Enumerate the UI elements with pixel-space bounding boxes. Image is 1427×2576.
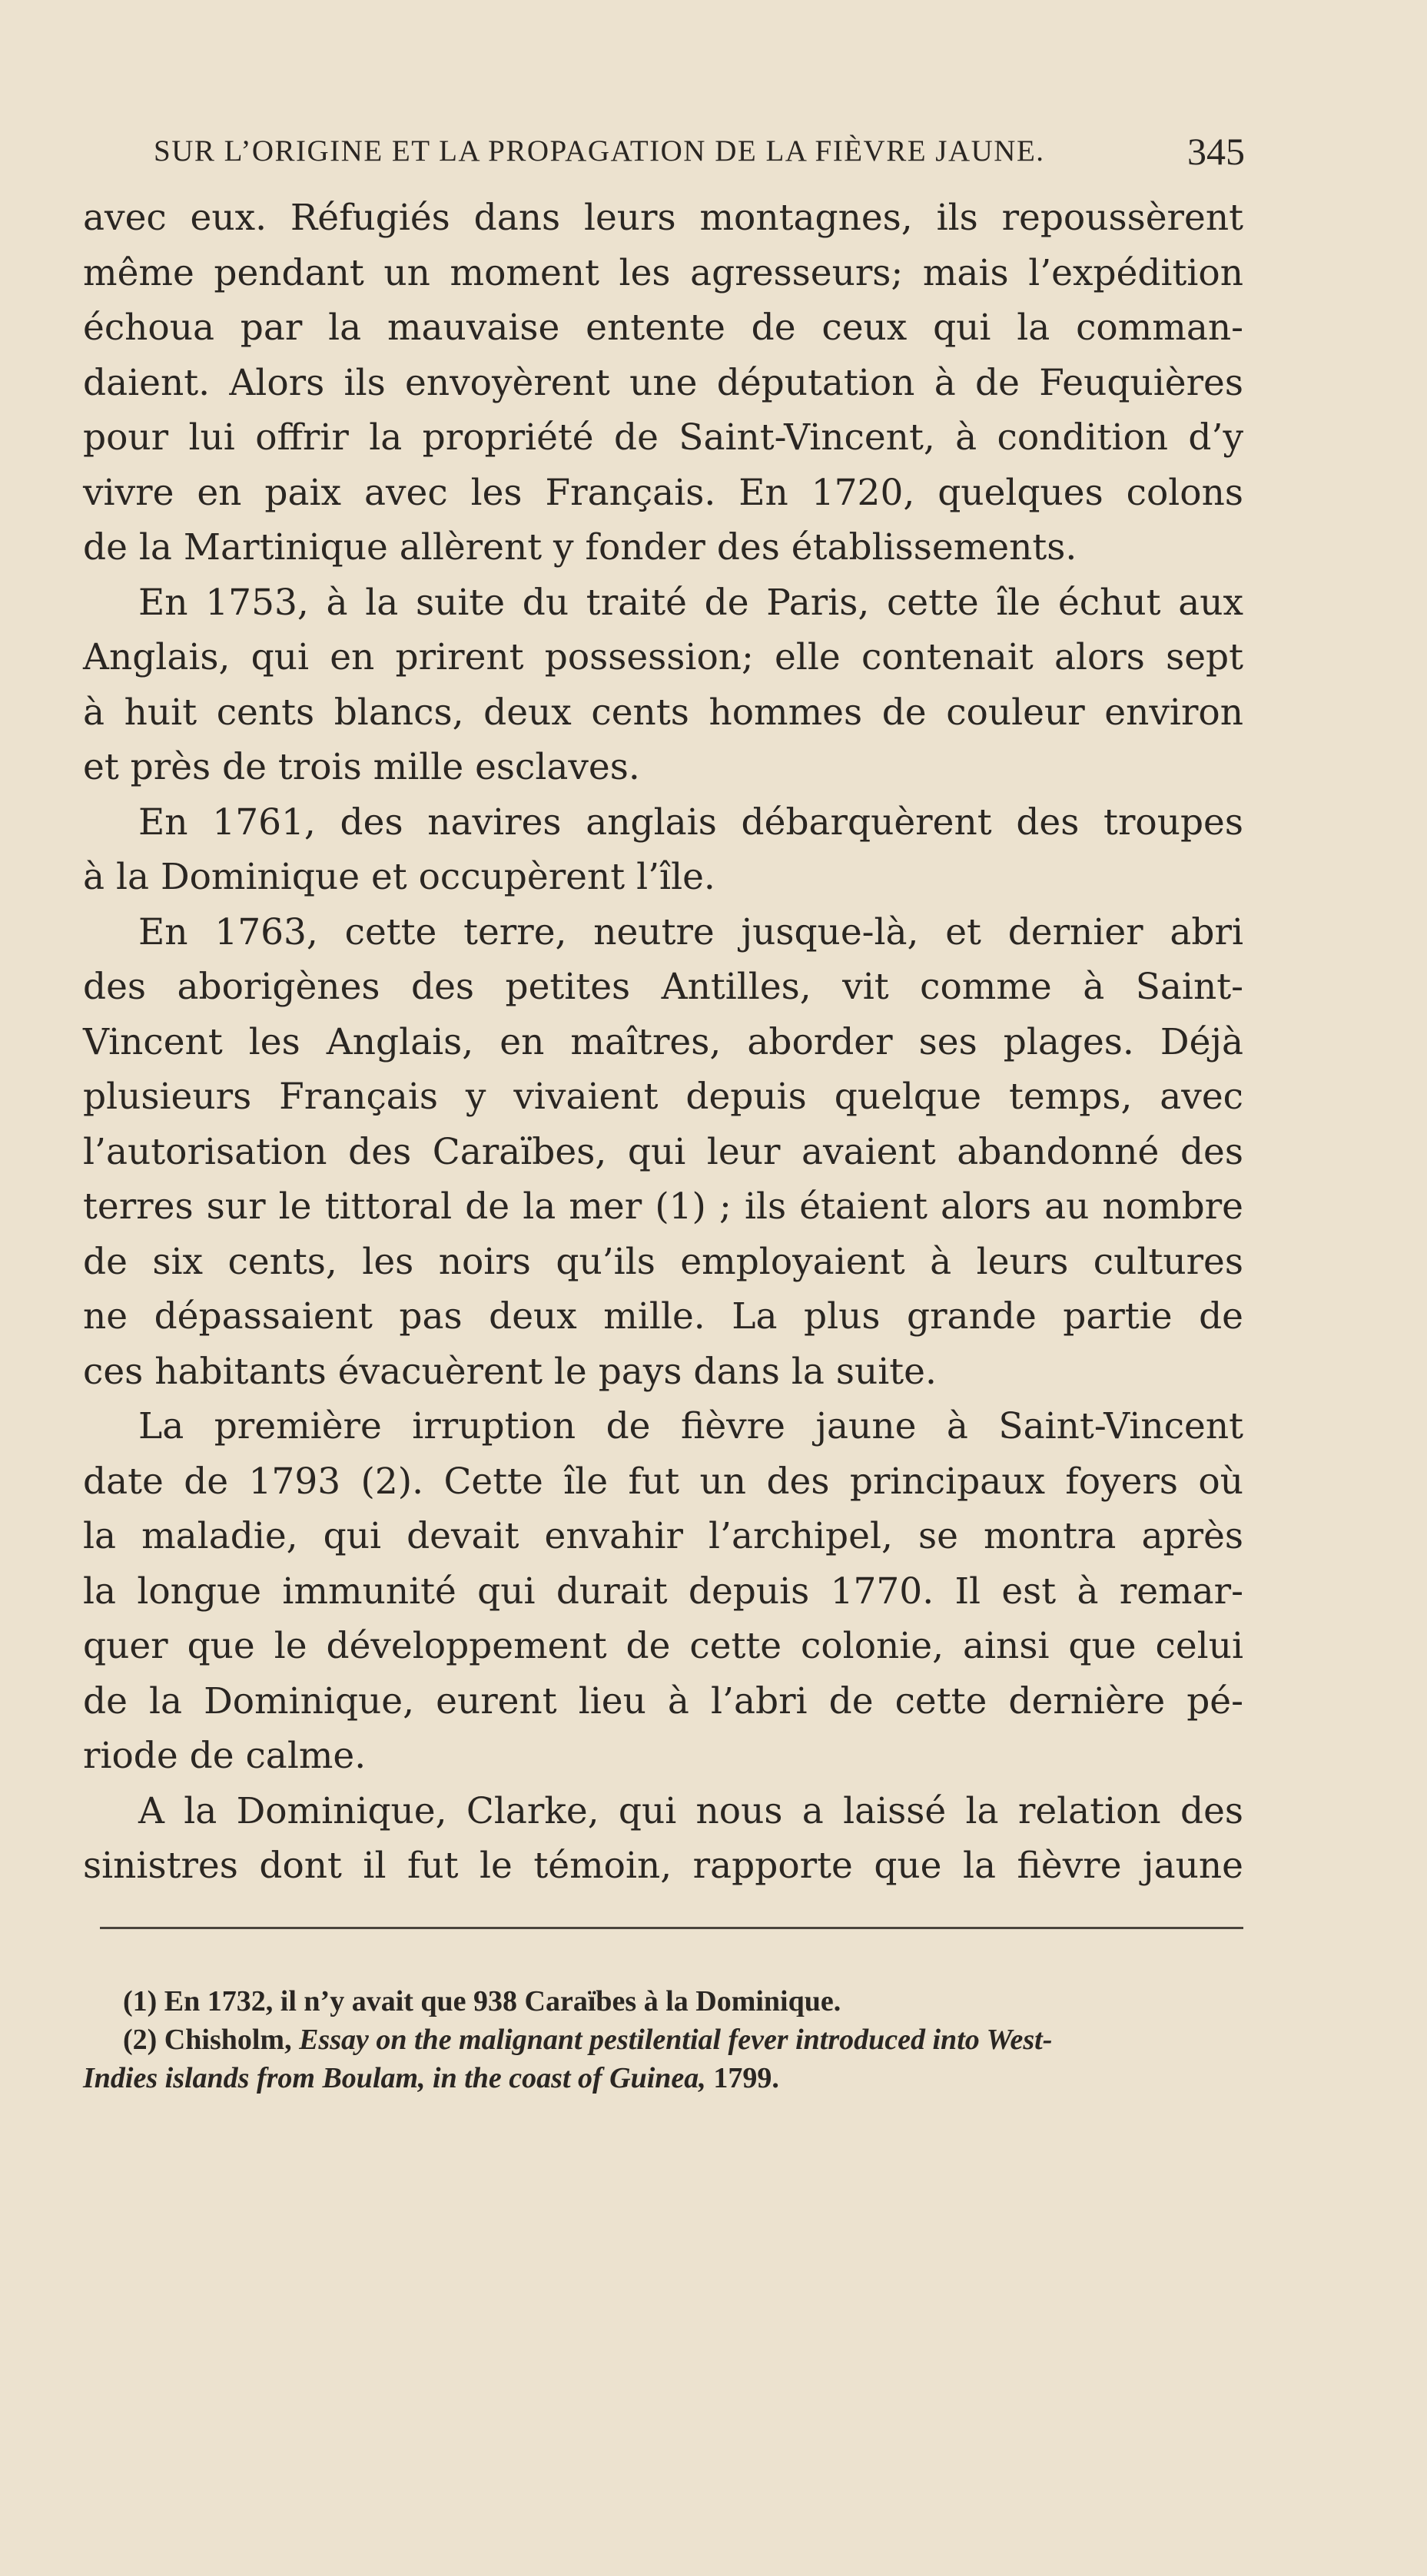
page-number: 345	[1187, 130, 1245, 173]
footnote-2-author: (2) Chisholm,	[123, 2024, 300, 2056]
running-head	[154, 129, 1245, 175]
footnote-2-title: Essay on the malignant pestilential fever introduced into West-	[299, 2024, 1053, 2056]
body-line: et près de trois mille esclaves.	[83, 746, 640, 788]
body-line: à la Dominique et occupèrent l’île.	[83, 856, 715, 898]
body-line: daient. Alors ils envoyèrent une députation à de Feuquières	[83, 361, 1243, 404]
body-line: vivre en paix avec les Français. En 1720, quelques colons	[83, 471, 1243, 514]
footnote-2-continued	[83, 2059, 1243, 2097]
running-title: SUR L’ORIGINE ET LA PROPAGATION DE LA FIÈVRE JAUNE.	[154, 134, 1045, 167]
body-line: échoua par la mauvaise entente de ceux qui la comman-	[83, 307, 1243, 349]
body-line: même pendant un moment les agresseurs; mais l’expédition	[83, 251, 1243, 294]
body-line: En 1761, des navires anglais débarquèrent des troupes	[138, 801, 1243, 844]
body-line: ces habitants évacuèrent le pays dans la suite.	[83, 1350, 937, 1393]
body-line: de six cents, les noirs qu’ils employaient à leurs cultures	[83, 1240, 1243, 1283]
footnote-2	[83, 2021, 1243, 2059]
body-text	[83, 191, 1243, 1894]
body-line: A la Dominique, Clarke, qui nous a laissé la relation des	[138, 1789, 1243, 1832]
body-line: riode de calme.	[83, 1735, 367, 1777]
body-line: sinistres dont il fut le témoin, rapporte que la fièvre jaune	[83, 1845, 1243, 1887]
body-line: La première irruption de fièvre jaune à Saint-Vincent	[138, 1405, 1243, 1447]
body-line: avec eux. Réfugiés dans leurs montagnes, ils repoussèrent	[83, 197, 1243, 239]
body-line: En 1753, à la suite du traité de Paris, cette île échut aux	[138, 581, 1243, 624]
body-line: de la Dominique, eurent lieu à l’abri de cette dernière pé-	[83, 1679, 1243, 1722]
body-line: ne dépassaient pas deux mille. La plus grande partie de	[83, 1295, 1243, 1338]
body-line: à huit cents blancs, deux cents hommes de couleur environ	[83, 691, 1243, 734]
footnote-2-year: 1799.	[705, 2062, 779, 2094]
footnote-2-title-cont: Indies islands from Boulam, in the coast of Guinea,	[83, 2062, 706, 2094]
footnote-rule	[100, 1927, 1243, 1929]
body-line: de la Martinique allèrent y fonder des établissements.	[83, 526, 1077, 569]
body-line: l’autorisation des Caraïbes, qui leur avaient abandonné des	[83, 1130, 1243, 1173]
body-line: la longue immunité qui durait depuis 1770. Il est à remar-	[83, 1570, 1243, 1613]
body-line: Anglais, qui en prirent possession; elle contenait alors sept	[83, 636, 1243, 678]
body-line: pour lui offrir la propriété de Saint-Vincent, à condition d’y	[83, 416, 1243, 459]
body-line: En 1763, cette terre, neutre jusque-là, et dernier abri	[138, 910, 1243, 953]
body-line: terres sur le tittoral de la mer (1) ; ils étaient alors au nombre	[83, 1185, 1243, 1228]
body-line: quer que le développement de cette colonie, ainsi que celui	[83, 1625, 1243, 1667]
footnotes	[83, 1982, 1243, 2097]
body-line: plusieurs Français y vivaient depuis quelque temps, avec	[83, 1076, 1243, 1118]
body-line: date de 1793 (2). Cette île fut un des principaux foyers où	[83, 1460, 1243, 1503]
body-line: des aborigènes des petites Antilles, vit comme à Saint-	[83, 966, 1243, 1008]
body-line: la maladie, qui devait envahir l’archipel, se montra après	[83, 1515, 1243, 1557]
body-line: Vincent les Anglais, en maîtres, aborder ses plages. Déjà	[83, 1020, 1243, 1063]
footnote-1: (1) En 1732, il n’y avait que 938 Caraïbes à la Dominique.	[123, 1985, 841, 2017]
